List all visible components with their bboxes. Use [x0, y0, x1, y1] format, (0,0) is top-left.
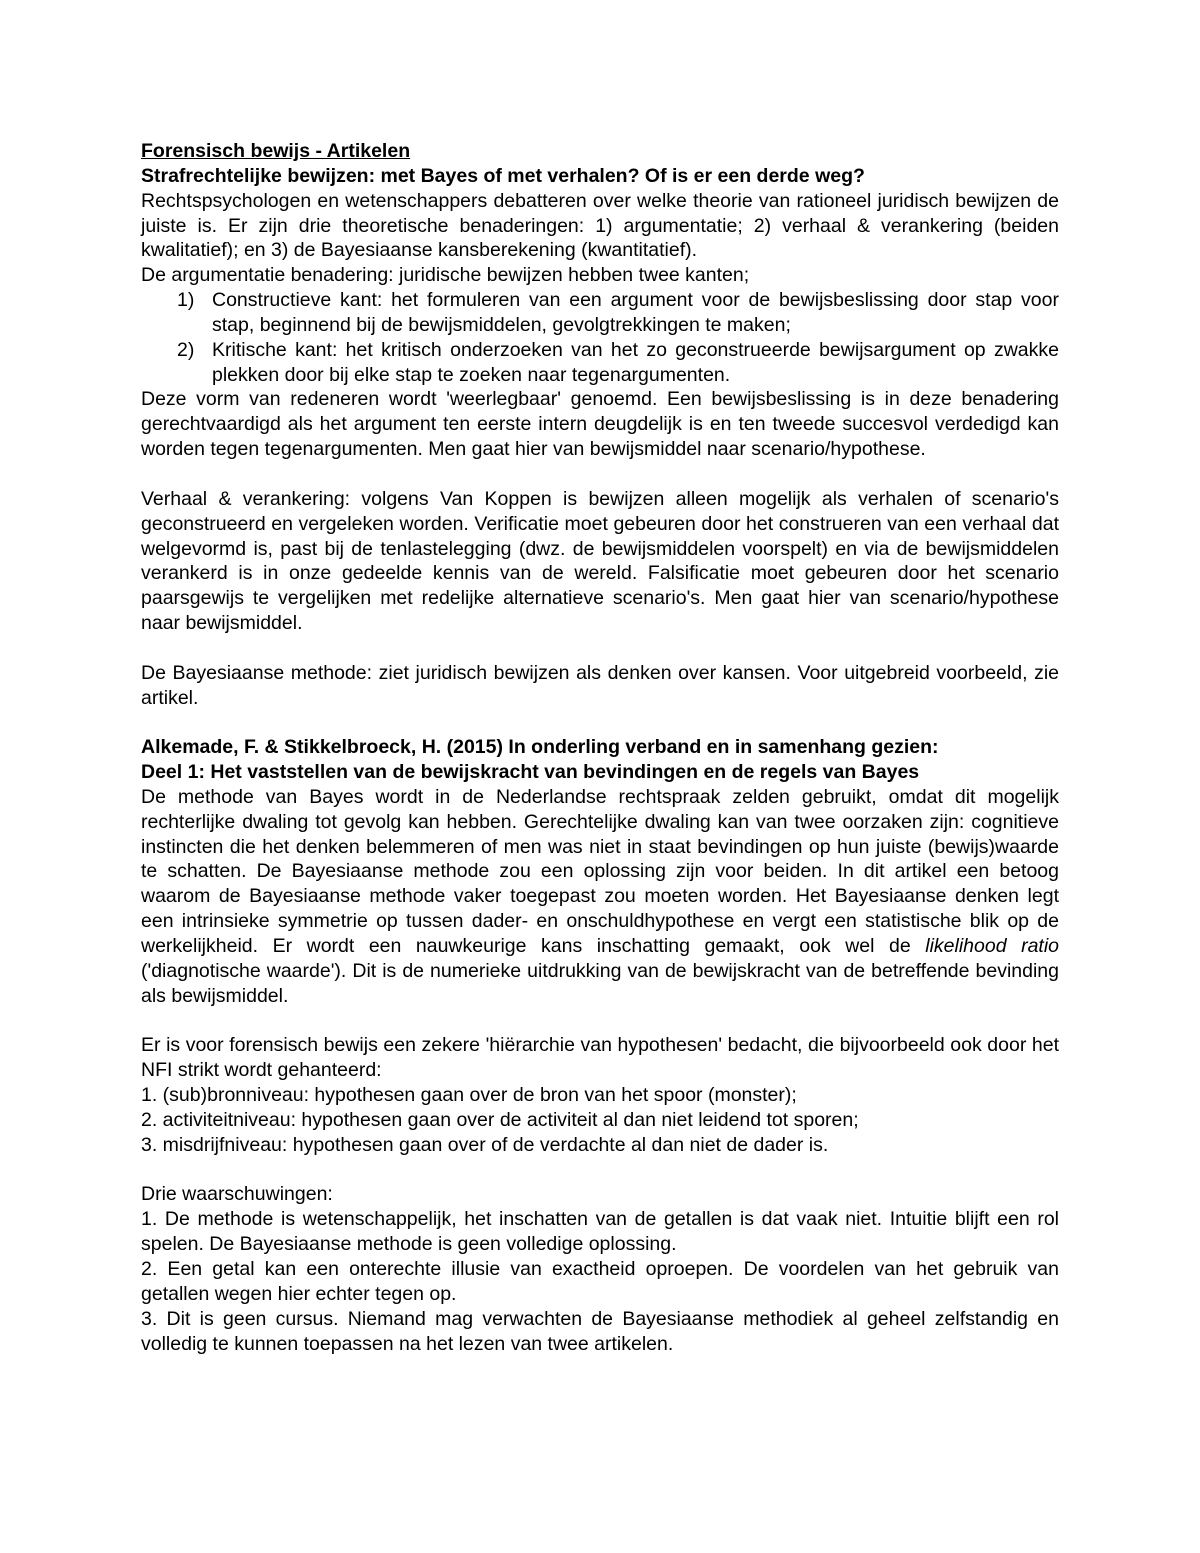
warnings-lead: Drie waarschuwingen:: [141, 1183, 333, 1206]
warning-item: 1. De methode is wetenschappelijk, het inschatten van de getallen is dat vaak niet. Intuitie blijft een rol spelen. De Bayesiaanse methode is geen volledige oplossing.: [141, 1208, 1059, 1256]
argumentatie-lead: De argumentatie benadering: juridische bewijzen hebben twee kanten;: [141, 264, 750, 287]
section2-heading-line1: Alkemade, F. & Stikkelbroeck, H. (2015) In onderling verband en in samenhang gezien:: [141, 736, 939, 759]
hierarchy-item: 3. misdrijfniveau: hypothesen gaan over of de verdachte al dan niet de dader is.: [141, 1133, 829, 1156]
paragraph-gap: [141, 636, 1059, 661]
document-page: [141, 139, 1059, 1356]
list-item: [141, 288, 1059, 338]
list-item-text: Kritische kant: het kritisch onderzoeken van het zo geconstrueerde bewijsargument op zwakke plekken door bij elke stap te zoeken naar tegenargumenten.: [212, 338, 1059, 386]
hierarchy-item: 2. activiteitniveau: hypothesen gaan over de activiteit al dan niet leidend tot sporen;: [141, 1108, 859, 1131]
paragraph-gap: [141, 1158, 1059, 1183]
warning-item: 3. Dit is geen cursus. Niemand mag verwachten de Bayesiaanse methodiek al geheel zelfstandig en volledig te kunnen toepassen na het lezen van twee artikelen.: [141, 1307, 1059, 1355]
argumentatie-steps: [141, 288, 1059, 387]
warning-item: 2. Een getal kan een onterechte illusie van exactheid oproepen. De voordelen van het gebruik van getallen wegen hier echter tegen op.: [141, 1257, 1059, 1305]
list-item-text: Constructieve kant: het formuleren van een argument voor de bewijsbeslissing door stap voor stap, beginnend bij de bewijsmiddelen, gevolgtrekkingen te maken;: [212, 289, 1059, 336]
document-title: Forensisch bewijs - Artikelen: [141, 140, 411, 162]
argumentatie-body: Deze vorm van redeneren wordt 'weerlegbaar' genoemd. Een bewijsbeslissing is in deze benadering gerechtvaardigd als het argument ten eerste intern deugdelijk is en ten tweede succesvol verdedigd kan worden tegen tegenargumenten. Men gaat hier van bewijsmiddel naar scenario/hypothese.: [141, 388, 1059, 461]
paragraph-gap: [141, 710, 1059, 735]
body-text: De methode van Bayes wordt in de Nederlandse rechtspraak zelden gebruikt, omdat dit mogelijk rechterlijke dwaling tot gevolg kan hebben. Gerechtelijke dwaling kan van twee oorzaken zijn: cognitieve instincten die het denken belemmeren of men was niet in staat bevindingen op hun juiste (bewijs)waarde te schatten. De Bayesiaanse methode zou een oplossing zijn voor beiden. In dit artikel een betoog waarom de Bayesiaanse methode vaker toegepast zou moeten worden. Het Bayesiaanse denken legt een intrinsieke symmetrie op tussen dader- en onschuldhypothese en vergt een statistische blik op de werkelijkheid. Er wordt een nauwkeurige kans inschatting gemaakt, ook wel de: [141, 785, 1059, 957]
likelihood-ratio-term: likelihood ratio: [925, 935, 1060, 957]
paragraph-gap: [141, 462, 1059, 487]
list-item-number: 1): [177, 289, 195, 312]
list-item-number: 2): [177, 338, 195, 361]
section1-heading: Strafrechtelijke bewijzen: met Bayes of met verhalen? Of is er een derde weg?: [141, 164, 865, 187]
verhaal-paragraph: Verhaal & verankering: volgens Van Koppen is bewijzen alleen mogelijk als verhalen of scenario's geconstrueerd en vergeleken worden. Verificatie moet gebeuren door het construeren van een verhaal dat welgevormd is, past bij de tenlastelegging (dwz. de bewijsmiddelen voorspelt) en via de bewijsmiddelen verankerd is in onze gedeelde kennis van de wereld. Falsificatie moet gebeuren door het scenario paarsgewijs te vergelijken met redelijke alternatieve scenario's. Men gaat hier van scenario/hypothese naar bewijsmiddel.: [141, 487, 1059, 635]
bayes-paragraph: De Bayesiaanse methode: ziet juridisch bewijzen als denken over kansen. Voor uitgebreid voorbeeld, zie artikel.: [141, 661, 1059, 709]
list-item: [141, 338, 1059, 388]
section1-intro: Rechtspsychologen en wetenschappers debatteren over welke theorie van rationeel juridisch bewijzen de juiste is. Er zijn drie theoretische benaderingen: 1) argumentatie; 2) verhaal & verankering (beiden kwalitatief); en 3) de Bayesiaanse kansberekening (kwantitatief).: [141, 189, 1059, 262]
body-text: ('diagnotische waarde'). Dit is de numerieke uitdrukking van de bewijskracht van de betreffende bevinding als bewijsmiddel.: [141, 959, 1059, 1007]
paragraph-gap: [141, 1009, 1059, 1034]
hierarchy-item: 1. (sub)bronniveau: hypothesen gaan over de bron van het spoor (monster);: [141, 1084, 797, 1107]
section2-body: [141, 785, 1059, 1009]
hierarchy-intro: Er is voor forensisch bewijs een zekere 'hiërarchie van hypothesen' bedacht, die bijvoorbeeld ook door het NFI strikt wordt gehanteerd:: [141, 1034, 1059, 1082]
section2-heading-line2: Deel 1: Het vaststellen van de bewijskracht van bevindingen en de regels van Bayes: [141, 761, 920, 784]
